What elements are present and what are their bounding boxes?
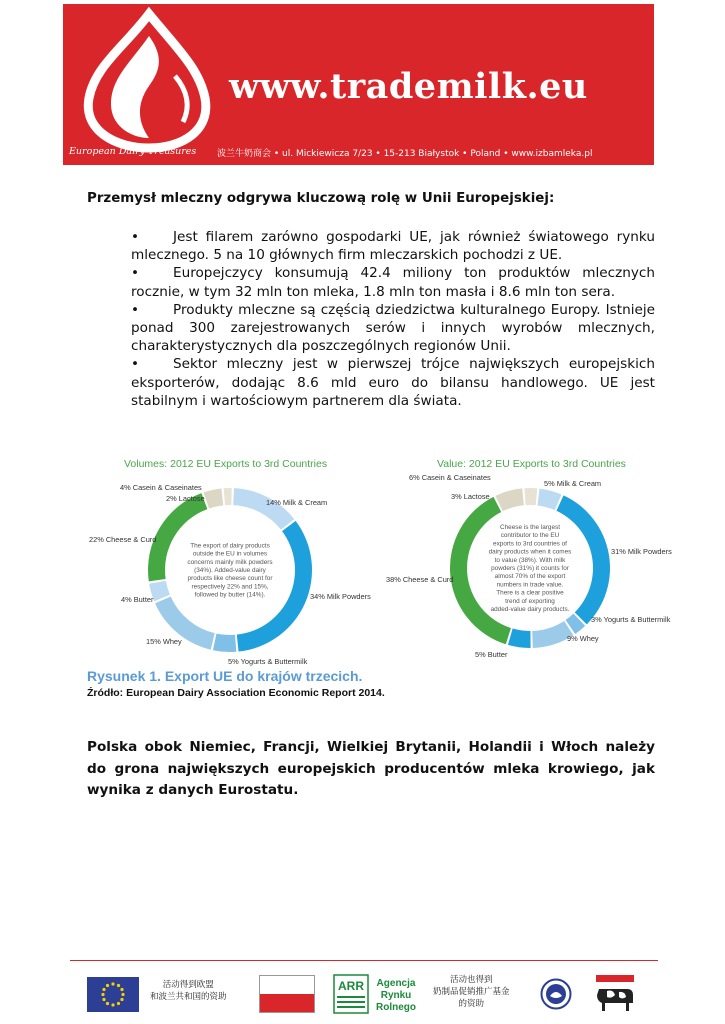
fund-line-2: 奶制品促销推广基金 bbox=[433, 987, 510, 997]
donut-label: 5% Butter bbox=[475, 650, 508, 659]
donut-label: 6% Casein & Caseinates bbox=[409, 473, 491, 482]
donut-center-text: powders (31%) it counts for bbox=[491, 565, 569, 572]
donut-label: 22% Cheese & Curd bbox=[89, 535, 157, 544]
bullet-text: Produkty mleczne są częścią dziedzictwa kulturalnego Europy. Istnieje ponad 300 zarejestrowanych serów i innych wyrobów mlecznych, charakterystycznych dla poszczególnych regionów Unii. bbox=[131, 301, 655, 355]
donut-center-text: Cheese is the largest bbox=[499, 524, 561, 531]
cow-logo bbox=[593, 975, 637, 1013]
donut-center-text: The export of dairy products bbox=[190, 542, 270, 550]
eu-funding-line-2: 和波兰共和国的资助 bbox=[150, 992, 227, 1002]
bullet-dot: • bbox=[131, 301, 140, 318]
donut-label: 3% Lactose bbox=[451, 492, 490, 501]
chart-title-value: Value: 2012 EU Exports to 3rd Countries bbox=[437, 458, 626, 470]
arr-name-2: Rynku bbox=[380, 990, 412, 1001]
donut-label: 4% Butter bbox=[121, 595, 154, 604]
donut-center-text: outside the EU in volumes bbox=[192, 550, 268, 558]
bullet-text: Europejczycy konsumują 42.4 miliony ton produktów mlecznych rocznie, w tym 32 mln ton mleka, 1.8 mln ton masła i 8.6 mln ton sera. bbox=[131, 265, 655, 300]
donut-label: 4% Casein & Caseinates bbox=[120, 483, 202, 492]
milk-drop-logo bbox=[65, 6, 235, 146]
donut-center-text: There is a clear positive bbox=[496, 589, 564, 597]
donut-center-text: exports to 3rd countries of bbox=[493, 540, 567, 548]
donut-label: 38% Cheese & Curd bbox=[386, 575, 454, 584]
donut-center-text: dairy products when it comes bbox=[488, 548, 572, 556]
chart-title-volumes: Volumes: 2012 EU Exports to 3rd Countries bbox=[124, 458, 328, 470]
donut-segment-casein-caseinates bbox=[204, 488, 224, 508]
donut-center-text: numbers in trade value. bbox=[496, 581, 564, 589]
donut-segment-milk-cream bbox=[233, 488, 294, 530]
address-line: 波兰牛奶商会 • ul. Mickiewicza 7/23 • 15-213 Białystok • Poland • www.izbamleka.pl bbox=[217, 149, 593, 159]
intro-heading: Przemysł mleczny odgrywa kluczową rolę w Unii Europejskiej: bbox=[87, 191, 555, 206]
donut-center-text: respectively 22% and 15%, bbox=[191, 583, 269, 591]
bullet-item bbox=[131, 301, 655, 356]
paragraph-poland: Polska obok Niemiec, Francji, Wielkiej Brytanii, Holandii i Włoch należy do grona największych europejskich producentów mleka krowiego, jak wynika z danych Eurostatu. bbox=[87, 739, 655, 798]
bullet-text: Jest filarem zarówno gospodarki UE, jak również światowego rynku mlecznego. 5 na 10 głównych firm mleczarskich pochodzi z UE. bbox=[131, 229, 655, 264]
donut-center-text: almost 70% of the export bbox=[494, 573, 566, 581]
site-url[interactable]: www.trademilk.eu bbox=[229, 66, 588, 107]
donut-center-text: trend of exporting bbox=[505, 597, 555, 605]
donut-center-text: to value (38%). With milk bbox=[494, 556, 566, 564]
arr-logo bbox=[334, 975, 424, 1013]
donut-segment-lactose bbox=[224, 488, 232, 505]
footer-divider bbox=[70, 960, 658, 961]
fund-line-1: 活动也得到 bbox=[450, 975, 493, 985]
donut-center-text: added-value dairy products. bbox=[490, 606, 570, 613]
bullet-list bbox=[131, 228, 655, 410]
donut-label: 31% Milk Powders bbox=[611, 547, 672, 556]
donut-segment-milk-cream bbox=[537, 489, 561, 511]
bullet-dot: • bbox=[131, 265, 140, 282]
donut-segment-yogurts-buttermilk bbox=[213, 634, 236, 652]
bullet-item bbox=[131, 228, 655, 264]
bullet-item bbox=[131, 355, 655, 410]
arr-brand: ARR bbox=[338, 979, 364, 993]
donut-label: 15% Whey bbox=[146, 637, 182, 646]
donut-center-text: concerns mainly milk powders bbox=[187, 558, 273, 566]
bullet-item bbox=[131, 264, 655, 300]
donut-center-text: products like cheese count for bbox=[187, 575, 273, 583]
figure-source: Źródło: European Dairy Association Economic Report 2014. bbox=[87, 687, 385, 699]
arr-name-3: Rolnego bbox=[376, 1002, 416, 1013]
eu-funding-text bbox=[150, 979, 227, 1003]
donut-label: 2% Lactose bbox=[166, 494, 205, 503]
eu-flag-logo bbox=[87, 977, 139, 1012]
bullet-dot: • bbox=[131, 229, 140, 245]
eu-funding-line-1: 活动得到欧盟 bbox=[162, 980, 214, 990]
donut-segment-butter bbox=[508, 629, 531, 648]
fund-text bbox=[433, 974, 510, 1010]
bullet-text: Sektor mleczny jest w pierwszej trójce największych europejskich eksporterów, dodając 8.6 mld euro do bilansu handlowego. UE jest stabilnym i wartościowym partnerem dla świata. bbox=[131, 356, 655, 409]
volumes-donut-chart bbox=[80, 474, 385, 669]
fund-line-3: 的资助 bbox=[458, 999, 485, 1009]
donut-label: 5% Milk & Cream bbox=[544, 479, 602, 488]
donut-label: 9% Whey bbox=[567, 634, 599, 643]
donut-label: 14% Milk & Cream bbox=[266, 498, 328, 507]
donut-segment-casein-caseinates bbox=[495, 488, 523, 511]
value-donut-chart bbox=[386, 473, 690, 664]
donut-center-text: (34%). Added-value dairy bbox=[194, 567, 266, 574]
donut-center-text: followed by butter (14%). bbox=[194, 591, 266, 599]
eu-stars-icon bbox=[87, 977, 139, 1012]
figure-caption: Rysunek 1. Export UE do krajów trzecich. bbox=[87, 668, 363, 684]
donut-label: 34% Milk Powders bbox=[310, 592, 371, 601]
donut-center-text: contributor to the EU bbox=[500, 532, 560, 540]
bullet-dot: • bbox=[131, 356, 140, 373]
donut-label: 5% Yogurts & Buttermilk bbox=[228, 657, 308, 666]
round-seal-logo bbox=[540, 978, 572, 1010]
header-banner bbox=[63, 4, 654, 165]
poland-flag-logo bbox=[259, 975, 315, 1013]
donut-segment-lactose bbox=[524, 488, 537, 505]
arr-name-1: Agencja bbox=[376, 978, 416, 989]
brand-tagline: European Dairy Treasures bbox=[69, 146, 197, 157]
donut-label: 3% Yogurts & Buttermilk bbox=[591, 615, 671, 624]
